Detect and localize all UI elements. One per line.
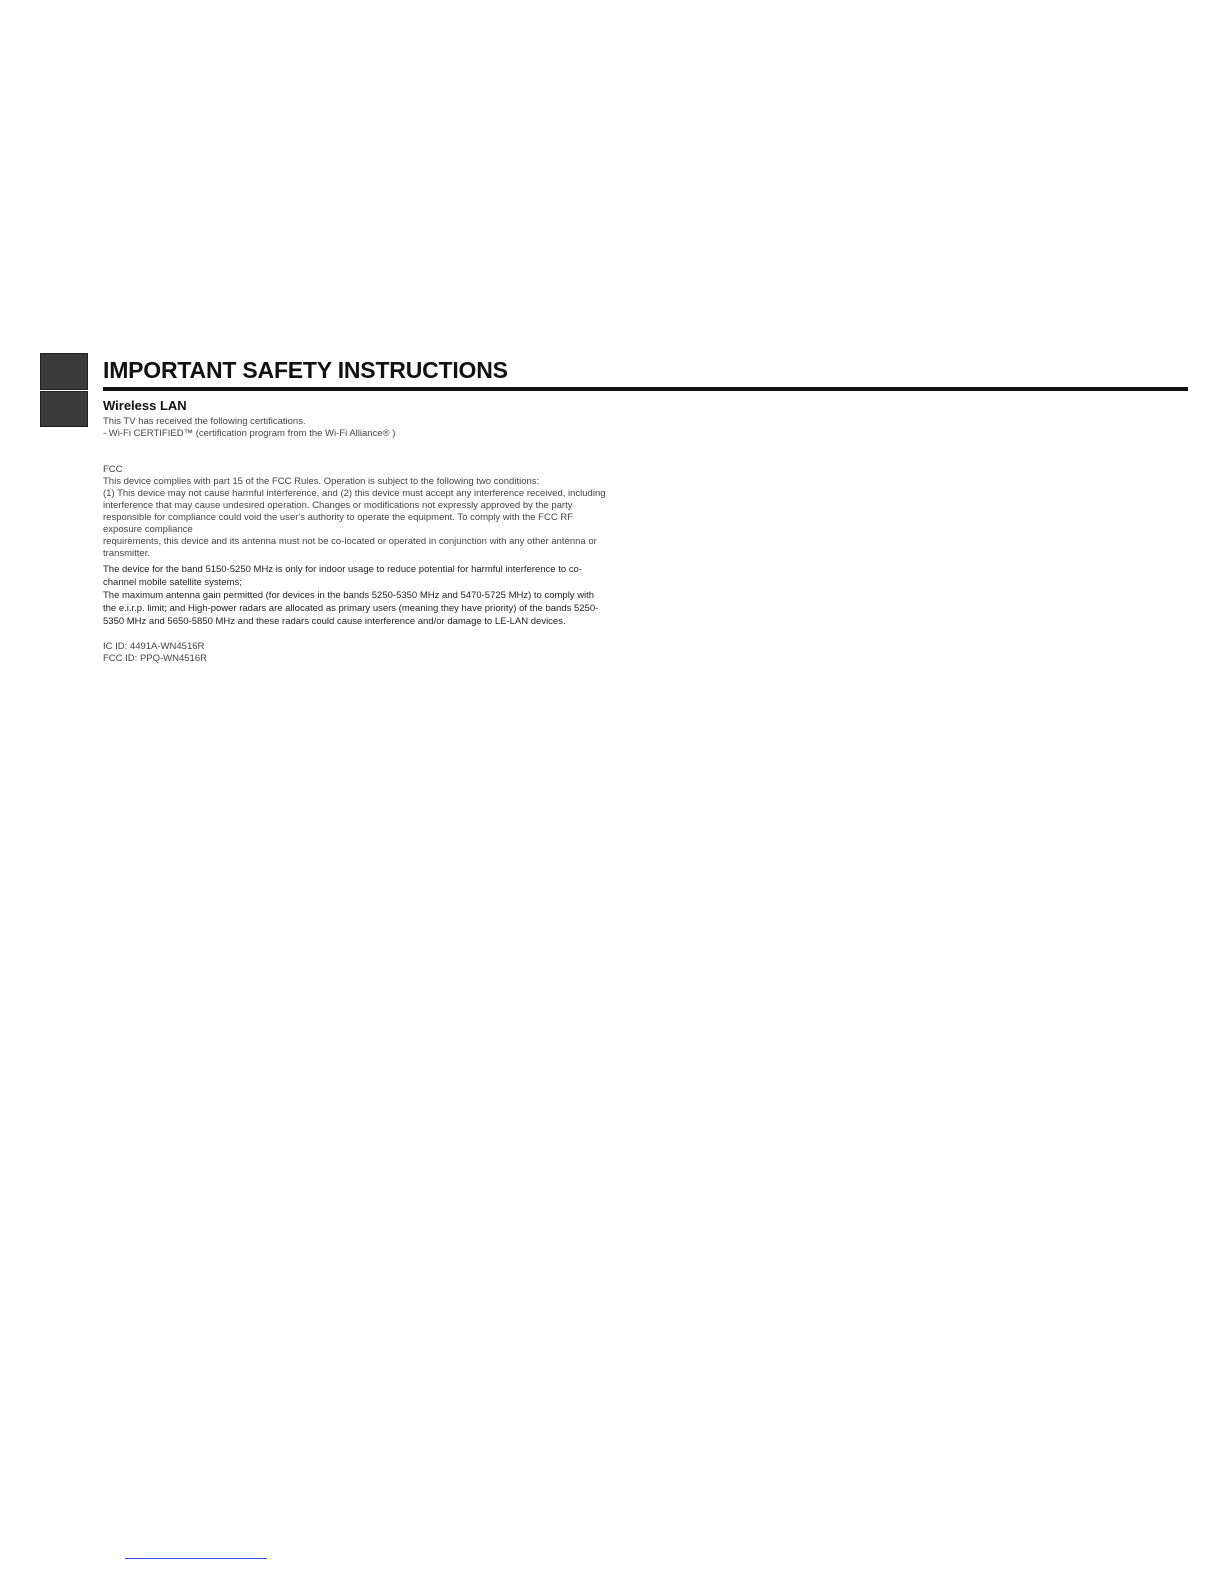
fcc-text-line: This device complies with part 15 of the FCC Rules. Operation is subject to the following two conditions:	[103, 476, 540, 487]
fcc-text-line: exposure compliance	[103, 524, 193, 535]
band-text-line: the e.i.r.p. limit; and High-power radars are allocated as primary users (meaning they have priority) of the bands 5250-	[103, 603, 599, 614]
title-divider	[103, 387, 1188, 391]
fcc-text-line: transmitter.	[103, 548, 150, 559]
band-text-line: The maximum antenna gain permitted (for devices in the bands 5250-5350 MHz and 5470-5725 MHz) to comply with	[103, 590, 595, 601]
wifi-certified-line: - Wi-Fi CERTIFIED™ (certification program from the Wi-Fi Alliance® )	[103, 428, 396, 439]
band-text-line: The device for the band 5150-5250 MHz is only for indoor usage to reduce potential for harmful interference to co-	[103, 564, 582, 575]
fcc-text-line: (1) This device may not cause harmful interference, and (2) this device must accept any interference received, including	[103, 488, 606, 499]
section-heading-wireless-lan: Wireless LAN	[103, 398, 187, 413]
band-text-line: channel mobile satellite systems;	[103, 577, 242, 588]
section-tab-marker-top	[40, 353, 88, 390]
page-title: IMPORTANT SAFETY INSTRUCTIONS	[103, 357, 508, 383]
section-tab-marker-bottom	[40, 391, 88, 427]
fcc-text-line: responsible for compliance could void the user's authority to operate the equipment. To comply with the FCC RF	[103, 512, 574, 523]
band-text-line: 5350 MHz and 5650-5850 MHz and these radars could cause interference and/or damage to LE-LAN devices.	[103, 616, 566, 627]
ic-id: IC ID: 4491A-WN4516R	[103, 641, 205, 652]
fcc-label: FCC	[103, 464, 123, 475]
footer-link-underline[interactable]	[125, 1558, 267, 1559]
fcc-text-line: requirements, this device and its antenna must not be co-located or operated in conjunction with any other antenna or	[103, 536, 597, 547]
fcc-text-line: interference that may cause undesired operation. Changes or modifications not expressly approved by the party	[103, 500, 573, 511]
fcc-id: FCC ID: PPQ-WN4516R	[103, 653, 207, 664]
certifications-intro: This TV has received the following certifications.	[103, 416, 306, 427]
